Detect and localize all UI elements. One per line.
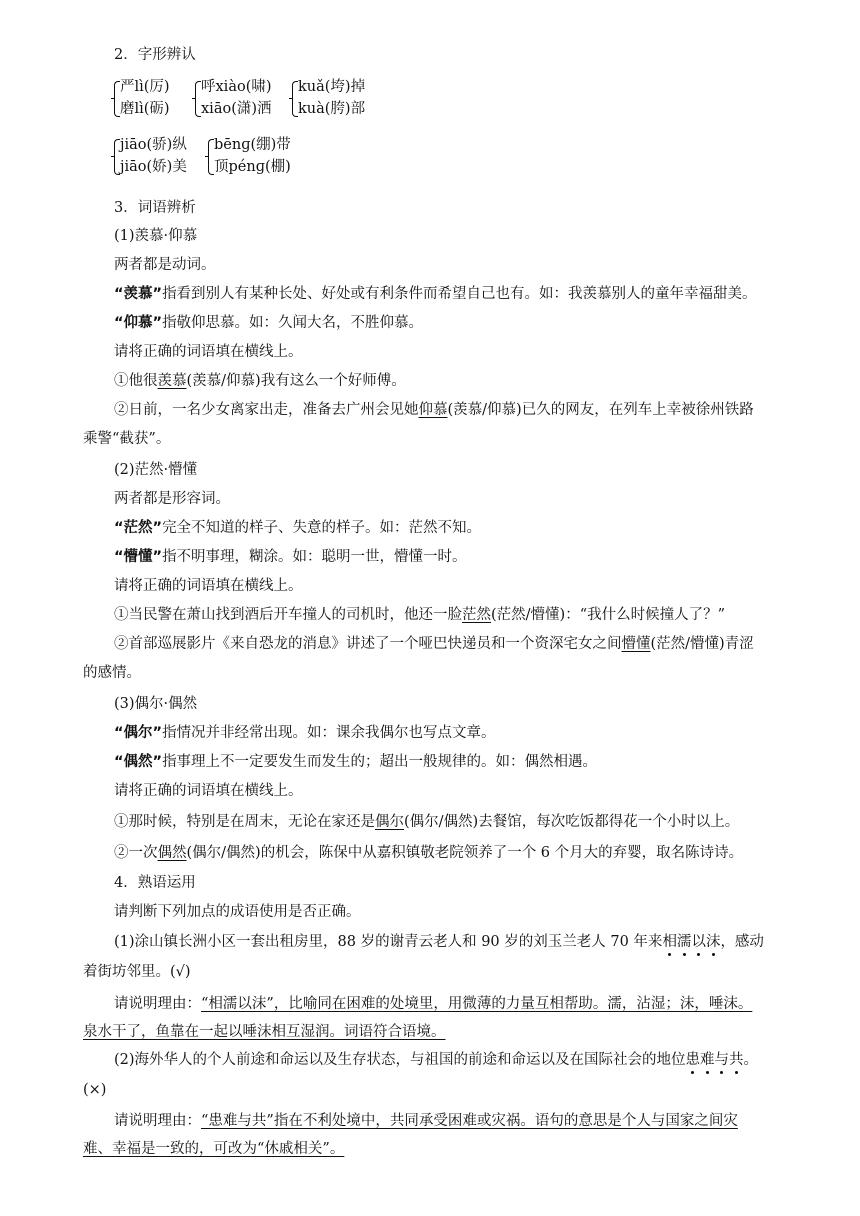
dotted-char: 共 (729, 1052, 744, 1068)
definition (114, 518, 481, 538)
question (114, 932, 764, 952)
char-item: jiāo(娇)美 (120, 159, 187, 175)
definition-text: 指事理上不一定要发生而发生的；超出一般规律的。如：偶然相遇。 (162, 754, 598, 770)
dotted-char: 相 (662, 934, 677, 950)
question-text: ①那时候，特别是在周末，无论在家还是 (114, 814, 375, 830)
question-text: ②一次 (114, 845, 158, 861)
question-continuation: (×) (83, 1082, 107, 1098)
reason (114, 1111, 738, 1131)
reason-answer: 难、幸福是一致的，可改为“休戚相关”。 (83, 1141, 345, 1157)
question-text: ，感动 (720, 934, 764, 950)
reason (114, 994, 752, 1014)
subsection-title: (2)茫然·懵懂 (114, 462, 198, 478)
question (114, 843, 743, 863)
answer-blank: 仰慕 (418, 402, 448, 418)
definition-text: 指情况并非经常出现。如：课余我偶尔也写点文章。 (162, 725, 496, 741)
term: “偶尔” (114, 725, 163, 741)
definition (114, 547, 467, 567)
question-text: (1)涂山镇长洲小区一套出租房里，88 岁的谢青云老人和 90 岁的刘玉兰老人 70 年来 (114, 934, 663, 950)
question-text: (茫然/懵懂)：“我什么时候撞人了？” (491, 607, 726, 623)
char-item: 顶pénɡ(棚) (214, 159, 291, 175)
dotted-char: 与 (714, 1052, 730, 1068)
answer-blank: 茫然 (462, 607, 491, 623)
question-text: ②日前，一名少女离家出走，准备去广州会见她 (114, 402, 419, 418)
question-continuation: 的感情。 (83, 665, 141, 681)
question-text: (羡慕/仰慕)我有这么一个好师傅。 (186, 373, 406, 389)
reason-label: 请说明理由： (114, 996, 201, 1012)
definition (114, 723, 496, 743)
definition-text: 指不明事理，糊涂。如：聪明一世，懵懂一时。 (162, 549, 467, 565)
definition-text: 完全不知道的样子、失意的样子。如：茫然不知。 (162, 520, 482, 536)
dotted-char: 濡 (676, 934, 692, 950)
instruction: 请将正确的词语填在横线上。 (114, 578, 303, 594)
question-text: ②首部巡展影片《来自恐龙的消息》讲述了一个哑巴快递员和一个资深宅女之间 (114, 636, 622, 652)
dotted-char: 以 (691, 934, 706, 950)
question-text: ①当民警在萧山找到酒后开车撞人的司机时，他还一脸 (114, 607, 462, 623)
question-text: (偶尔/偶然)去餐馆，每次吃饭都得花一个小时以上。 (404, 814, 740, 830)
question-continuation: 着街坊邻里。(√) (83, 964, 191, 980)
instruction: 请将正确的词语填在横线上。 (114, 783, 303, 799)
answer-blank: 懵懂 (621, 636, 651, 652)
reason-answer: 泉水干了，鱼靠在一起以唾沫相互湿润。词语符合语境。 (83, 1024, 446, 1040)
dotted-char: 患 (685, 1052, 701, 1068)
question-text: (2)海外华人的个人前途和命运以及生存状态，与祖国的前途和命运以及在国际社会的地位 (114, 1052, 686, 1068)
char-item: kuà(胯)部 (298, 101, 366, 117)
question (114, 812, 739, 832)
term: “偶然” (114, 754, 163, 770)
section-heading-2: 2．字形辨认 (114, 47, 196, 63)
section-heading-3: 3．词语辨析 (114, 200, 196, 216)
section-heading-4: 4．熟语运用 (114, 875, 196, 891)
question-text: (羡慕/仰慕)已久的网友，在列车上幸被徐州铁路 (447, 402, 754, 418)
char-item: jiāo(骄)纵 (120, 137, 187, 153)
char-item: 磨lì(砺) (120, 101, 170, 117)
question (114, 605, 725, 625)
question-text: (偶尔/偶然)的机会，陈保中从嘉积镇敬老院领养了一个 6 个月大的弃婴，取名陈诗诗。 (186, 845, 744, 861)
question-text: 。 (743, 1052, 759, 1068)
question-continuation: 乘警“截获”。 (83, 431, 171, 447)
answer-blank: 偶尔 (375, 814, 404, 830)
definition (114, 284, 757, 304)
instruction: 请判断下列加点的成语使用是否正确。 (114, 904, 361, 920)
question (114, 634, 754, 654)
char-item: kuǎ(垮)掉 (298, 79, 366, 95)
question-text: ①他很 (114, 373, 158, 389)
paragraph: 两者都是动词。 (114, 257, 216, 273)
paragraph: 两者都是形容词。 (114, 491, 230, 507)
subsection-title: (1)羡慕·仰慕 (114, 228, 198, 244)
instruction: 请将正确的词语填在横线上。 (114, 344, 303, 360)
reason-answer: “患难与共”指在不利处境中，共同承受困难或灾祸。语句的意思是个人与国家之间灾 (201, 1113, 738, 1129)
reason-continuation (83, 1139, 344, 1159)
char-item: bēnɡ(绷)带 (214, 137, 291, 153)
term: “茫然” (114, 520, 163, 536)
definition (114, 313, 423, 333)
char-item: 严lì(厉) (120, 79, 170, 95)
definition (114, 752, 597, 772)
definition-text: 指看到别人有某种长处、好处或有利条件而希望自己也有。如：我羡慕别人的童年幸福甜美。 (162, 286, 757, 302)
term: “仰慕” (114, 315, 163, 331)
question-text: (茫然/懵懂)青涩 (650, 636, 754, 652)
question (114, 400, 754, 420)
answer-blank: 偶然 (157, 845, 187, 861)
reason-label: 请说明理由： (114, 1113, 201, 1129)
term: “羡慕” (114, 286, 163, 302)
char-item: 呼xiào(啸) (201, 79, 272, 95)
dotted-char: 难 (700, 1052, 715, 1068)
term: “懵懂” (114, 549, 163, 565)
reason-answer: “相濡以沫”，比喻同在困难的处境里，用微薄的力量互相帮助。濡，沾湿；沫，唾沫。 (201, 996, 753, 1012)
question (114, 371, 406, 391)
subsection-title: (3)偶尔·偶然 (114, 696, 198, 712)
char-item: xiāo(潇)洒 (201, 101, 272, 117)
reason-continuation (83, 1022, 446, 1042)
definition-text: 指敬仰思慕。如：久闻大名，不胜仰慕。 (162, 315, 424, 331)
answer-blank: 羡慕 (157, 373, 187, 389)
question (114, 1050, 758, 1070)
dotted-char: 沫 (705, 934, 721, 950)
